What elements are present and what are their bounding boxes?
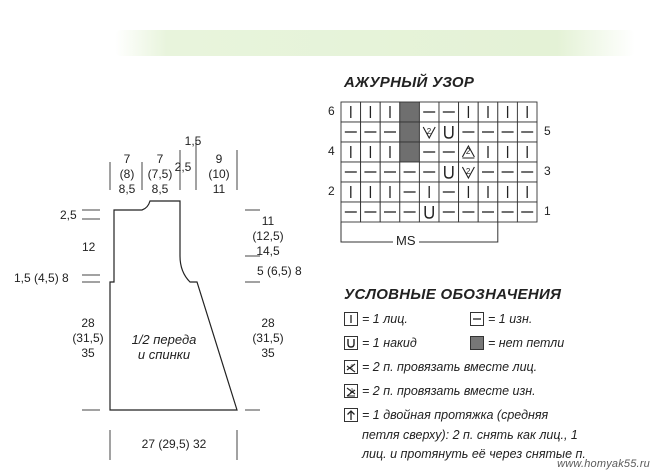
chart-cell-5-3 — [380, 182, 400, 202]
chart-cell-5-4 — [400, 182, 420, 202]
chart-cell-1-7 — [459, 102, 479, 122]
chart-cell-2-5 — [419, 122, 439, 142]
chart-cell-2-1 — [341, 122, 361, 142]
knit-icon — [344, 312, 358, 326]
chart-cell-2-4 — [400, 122, 420, 142]
chart-cell-4-7 — [459, 162, 479, 182]
chart-cell-3-8 — [478, 142, 498, 162]
chart-cell-6-5 — [419, 202, 439, 222]
chart-cell-2-8 — [478, 122, 498, 142]
legend-dd-line3: лиц. и протянуть её через снятые п. — [362, 447, 586, 461]
svg-text:2: 2 — [350, 389, 354, 395]
dim-top-col1: 7 (8) 8,5 — [118, 152, 136, 196]
legend-purl: = 1 изн. — [470, 310, 532, 328]
chart-cell-4-1 — [341, 162, 361, 182]
chart-cell-5-6 — [439, 182, 459, 202]
legend-double-decrease: = 1 двойная протяжка (средняя — [344, 406, 548, 424]
chart-cell-1-3 — [380, 102, 400, 122]
chart-cell-6-10 — [517, 202, 537, 222]
chart-cell-4-9 — [498, 162, 518, 182]
dim-top-col3: 9 (10) 11 — [208, 152, 230, 196]
dim-left-armhole: 1,5 (4,5) 8 — [14, 271, 69, 285]
watermark: www.homyak55.ru — [557, 458, 650, 470]
legend-knit: = 1 лиц. — [344, 310, 408, 328]
p2tog-icon — [344, 384, 358, 398]
chart-cell-2-3 — [380, 122, 400, 142]
chart-cell-5-10 — [517, 182, 537, 202]
chart-cell-5-2 — [361, 182, 381, 202]
chart-cell-1-1 — [341, 102, 361, 122]
dim-left-2-5: 2,5 — [60, 208, 77, 222]
svg-text:2: 2 — [465, 147, 471, 156]
chart-cell-5-8 — [478, 182, 498, 202]
chart-cell-2-6 — [439, 122, 459, 142]
chart-cell-5-1 — [341, 182, 361, 202]
chart-cell-3-9 — [498, 142, 518, 162]
svg-text:2: 2 — [350, 365, 354, 371]
chart-cell-2-9 — [498, 122, 518, 142]
chart-cell-2-2 — [361, 122, 381, 142]
dim-left-12: 12 — [82, 240, 96, 254]
legend-title: УСЛОВНЫЕ ОБОЗНАЧЕНИЯ — [344, 286, 562, 303]
repeat-label: MS — [393, 234, 419, 248]
repeat-bracket — [341, 222, 498, 242]
chart-cell-3-6 — [439, 142, 459, 162]
chart-cell-1-10 — [517, 102, 537, 122]
chart-cell-3-2 — [361, 142, 381, 162]
chart-cell-4-3 — [380, 162, 400, 182]
chart-cell-6-3 — [380, 202, 400, 222]
chart-cell-6-1 — [341, 202, 361, 222]
row-label-3: 3 — [544, 164, 551, 178]
chart-cell-4-4 — [400, 162, 420, 182]
chart-cell-3-3 — [380, 142, 400, 162]
chart-cell-6-7 — [459, 202, 479, 222]
legend-p2tog: 2 = 2 п. провязать вместе изн. — [344, 382, 536, 400]
row-label-4: 4 — [328, 144, 335, 158]
k2tog-icon — [344, 360, 358, 374]
chart-cell-5-9 — [498, 182, 518, 202]
chart-cell-6-4 — [400, 202, 420, 222]
dim-right-armhole: 11 (12,5) 14,5 — [252, 214, 284, 258]
dim-top-2-5: 2,5 — [174, 160, 192, 174]
dim-left-body: 28 (31,5) 35 — [72, 316, 104, 360]
chart-cell-4-2 — [361, 162, 381, 182]
chart-cell-2-10 — [517, 122, 537, 142]
row-label-6: 6 — [328, 104, 335, 118]
legend-yo: = 1 накид — [344, 334, 417, 352]
no-stitch-icon — [470, 336, 484, 350]
yarn-over-icon — [344, 336, 358, 350]
chart-cell-6-6 — [439, 202, 459, 222]
dim-top-col2: 7 (7,5) 8,5 — [147, 152, 173, 196]
dim-right-body: 28 (31,5) 35 — [252, 316, 284, 360]
chart-cell-1-9 — [498, 102, 518, 122]
purl-icon — [470, 312, 484, 326]
piece-label: 1/2 переда и спинки — [131, 332, 197, 362]
legend-no-stitch: = нет петли — [470, 334, 564, 352]
row-label-2: 2 — [328, 184, 335, 198]
row-label-1: 1 — [544, 204, 551, 218]
chart-cell-4-8 — [478, 162, 498, 182]
dim-top-1-5: 1,5 — [184, 134, 202, 148]
chart-cell-1-2 — [361, 102, 381, 122]
chart-cell-5-5 — [419, 182, 439, 202]
chart-cell-4-5 — [419, 162, 439, 182]
arrow-up-icon — [344, 408, 358, 422]
svg-text:2: 2 — [465, 167, 471, 176]
chart-cell-4-6 — [439, 162, 459, 182]
legend-dd-line2: петля сверху): 2 п. снять как лиц., 1 — [362, 428, 578, 442]
chart-cell-6-9 — [498, 202, 518, 222]
chart-cell-3-4 — [400, 142, 420, 162]
chart-title: АЖУРНЫЙ УЗОР — [344, 74, 475, 91]
chart-cell-3-5 — [419, 142, 439, 162]
chart-cell-3-7 — [459, 142, 479, 162]
dim-bottom-width: 27 (29,5) 32 — [141, 437, 207, 451]
chart-cell-1-5 — [419, 102, 439, 122]
chart-cell-4-10 — [517, 162, 537, 182]
chart-cell-1-8 — [478, 102, 498, 122]
chart-cell-5-7 — [459, 182, 479, 202]
svg-text:2: 2 — [426, 127, 432, 136]
chart-cell-6-8 — [478, 202, 498, 222]
chart-cell-3-10 — [517, 142, 537, 162]
chart-cell-1-6 — [439, 102, 459, 122]
chart-cell-2-7 — [459, 122, 479, 142]
chart-cell-1-4 — [400, 102, 420, 122]
legend-k2tog: 2 = 2 п. провязать вместе лиц. — [344, 358, 537, 376]
row-label-5: 5 — [544, 124, 551, 138]
chart-cell-6-2 — [361, 202, 381, 222]
dim-right-side: 5 (6,5) 8 — [257, 264, 302, 278]
chart-cell-3-1 — [341, 142, 361, 162]
